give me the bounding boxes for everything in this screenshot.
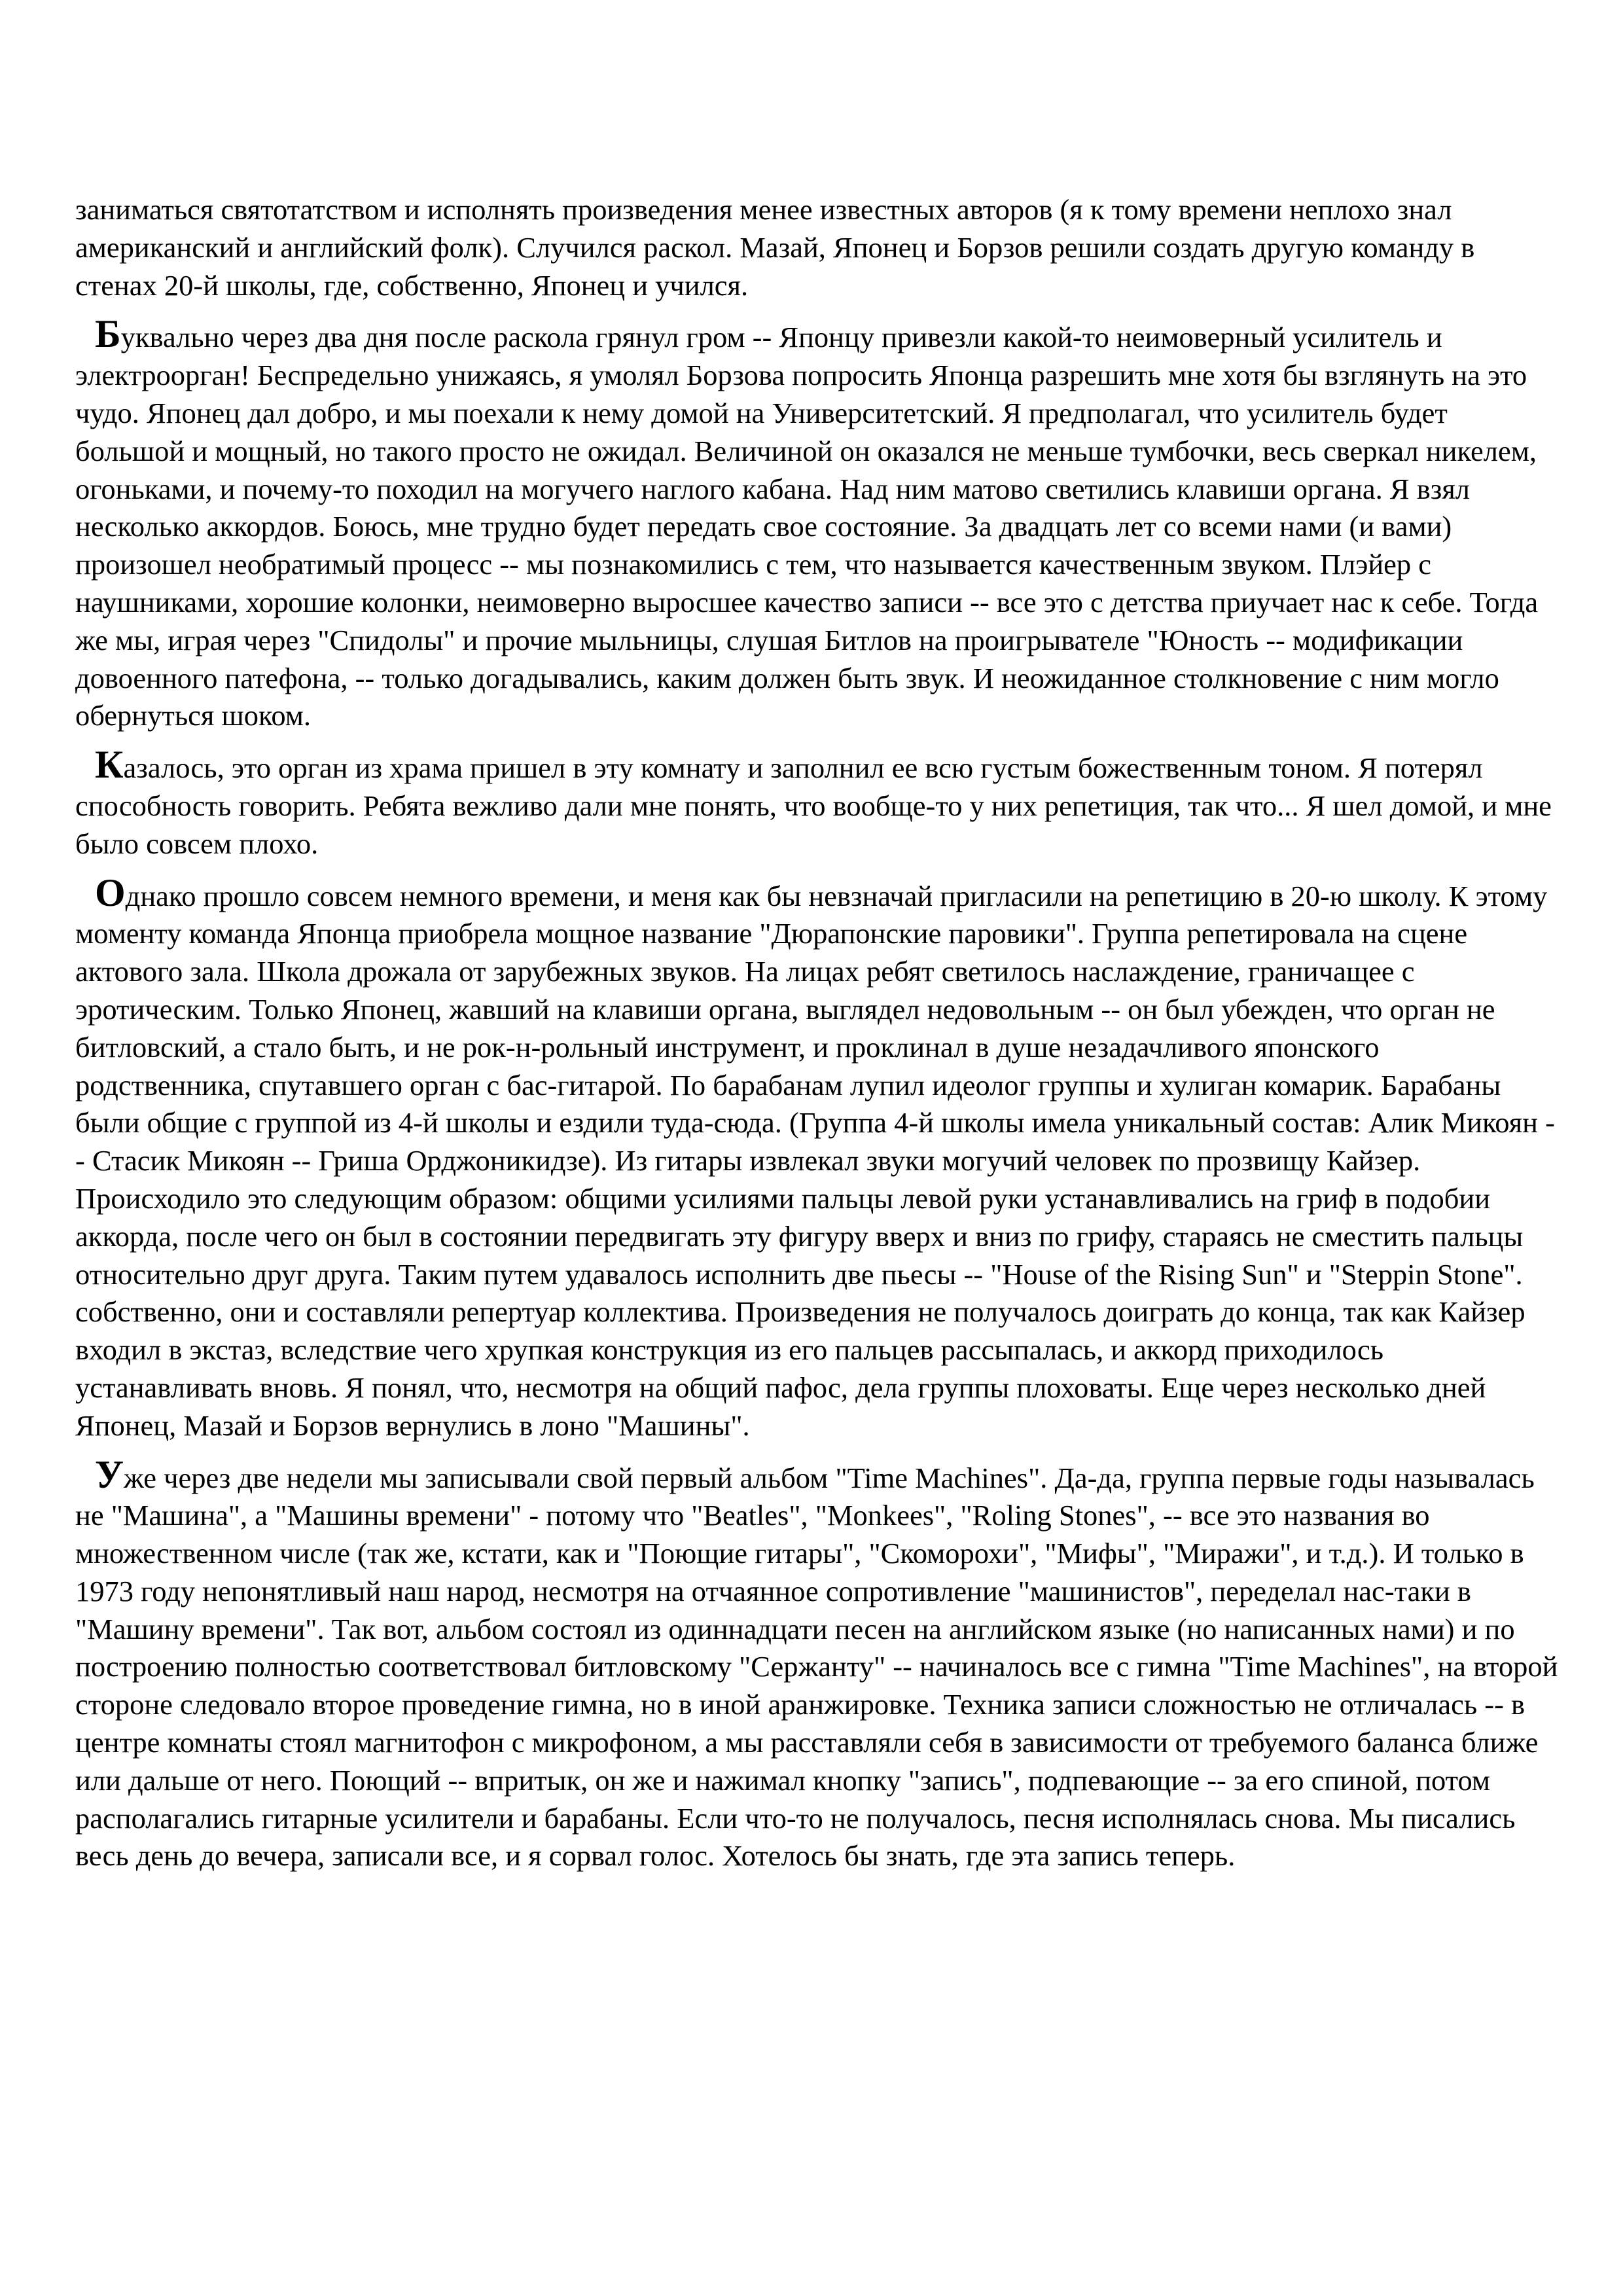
paragraph-2-text: уквально через два дня после раскола грянул гром -- Японцу привезли какой-то неимоверный усилитель и электроорган! Беспредельно унижаясь, я умолял Борзова попросить Японца разрешить мне хотя бы взглянуть на это чудо. Японец дал добро, и мы поехали к нему домой на Университетский. Я предполагал, что усилитель будет большой и мощный, но такого просто не ожидал. Величиной он оказался не меньше тумбочки, весь сверкал никелем, огоньками, и почему-то походил на могучего наглого кабана. Над ним матово светились клавиши органа. Я взял несколько аккордов. Боюсь, мне трудно будет передать свое состояние. За двадцать лет со всеми нами (и вами) произошел необратимый процесс -- мы познакомились с тем, что называется качественным звуком. Плэйер с наушниками, хорошие колонки, неимоверно выросшее качество записи -- все это с детства приучает нас к себе. Тогда же мы, играя через "Спидолы" и прочие мыльницы, слушая Битлов на проигрывателе "Юность -- модификации довоенного патефона, -- только догадывались, каким должен быть звук. И неожиданное столкновение с ним могло обернуться шоком. [75,321,1539,732]
paragraph-1-text: заниматься святотатством и исполнять произведения менее известных авторов (я к тому времени неплохо знал американский и английский фолк). Случился раскол. Мазай, Японец и Борзов решили создать другую команду в стенах 20-й школы, где, собственно, Японец и учился. [75,193,1475,302]
paragraph-3-dropcap: К [95,743,124,787]
paragraph-2 [75,312,1561,735]
paragraph-4-dropcap: О [95,870,126,914]
paragraph-5 [75,1452,1561,1876]
paragraph-1 [75,191,1561,304]
document-page [75,191,1561,1890]
paragraph-2-dropcap: Б [95,312,121,356]
paragraph-3 [75,743,1561,863]
paragraph-5-dropcap: У [95,1452,124,1496]
paragraph-5-text: же через две недели мы записывали свой первый альбом "Time Machines". Да-да, группа первые годы называлась не "Машина", а "Машины времени" - потому что "Beatles", "Monkees", "Roling Stones", -- все это названия во множественном числе (так же, кстати, как и "Поющие гитары", "Скоморохи", "Мифы", "Миражи", и т.д.). И только в 1973 году непонятливый наш народ, несмотря на отчаянное сопротивление "машинистов", переделал нас-таки в "Машину времени". Так вот, альбом состоял из одиннадцати песен на английском языке (но написанных нами) и по построению полностью соответствовал битловскому "Сержанту" -- начиналось все с гимна "Time Machines", на второй стороне следовало второе проведение гимна, но в иной аранжировке. Техника записи сложностью не отличалась -- в центре комнаты стоял магнитофон с микрофоном, а мы расставляли себя в зависимости от требуемого баланса ближе или дальше от него. Поющий -- впритык, он же и нажимал кнопку "запись", подпевающие -- за его спиной, потом располагались гитарные усилители и барабаны. Если что-то не получалось, песня исполнялась снова. Мы писались весь день до вечера, записали все, и я сорвал голос. Хотелось бы знать, где эта запись теперь. [75,1461,1558,1873]
paragraph-4-text: днако прошло совсем немного времени, и меня как бы невзначай пригласили на репетицию в 20-ю школу. К этому моменту команда Японца приобрела мощное название "Дюрапонские паровики". Группа репетировала на сцене актового зала. Школа дрожала от зарубежных звуков. На лицах ребят светилось наслаждение, граничащее с эротическим. Только Японец, жавший на клавиши органа, выглядел недовольным -- он был убежден, что орган не битловский, а стало быть, и не рок-н-рольный инструмент, и проклинал в душе незадачливого японского родственника, спутавшего орган с бас-гитарой. По барабанам лупил идеолог группы и хулиган комарик. Барабаны были общие с группой из 4-й школы и ездили туда-сюда. (Группа 4-й школы имела уникальный состав: Алик Микоян -- Стасик Микоян -- Гриша Орджоникидзе). Из гитары извлекал звуки могучий человек по прозвищу Кайзер. Происходило это следующим образом: общими усилиями пальцы левой руки устанавливались на гриф в подобии аккорда, после чего он был в состоянии передвигать эту фигуру вверх и вниз по грифу, стараясь не сместить пальцы относительно друг друга. Таким путем удавалось исполнить две пьесы -- "House of the Rising Sun" и "Steppin Stone". собственно, они и составляли репертуар коллектива. Произведения не получалось доиграть до конца, так как Кайзер входил в экстаз, вследствие чего хрупкая конструкция из его пальцев рассыпалась, и аккорд приходилось устанавливать вновь. Я понял, что, несмотря на общий пафос, дела группы плоховаты. Еще через несколько дней Японец, Мазай и Борзов вернулись в лоно "Машины". [75,879,1555,1442]
paragraph-3-text: азалось, это орган из храма пришел в эту комнату и заполнил ее всю густым божественным тоном. Я потерял способность говорить. Ребята вежливо дали мне понять, что вообще-то у них репетиция, так что... Я шел домой, и мне было совсем плохо. [75,751,1552,860]
paragraph-4 [75,870,1561,1445]
